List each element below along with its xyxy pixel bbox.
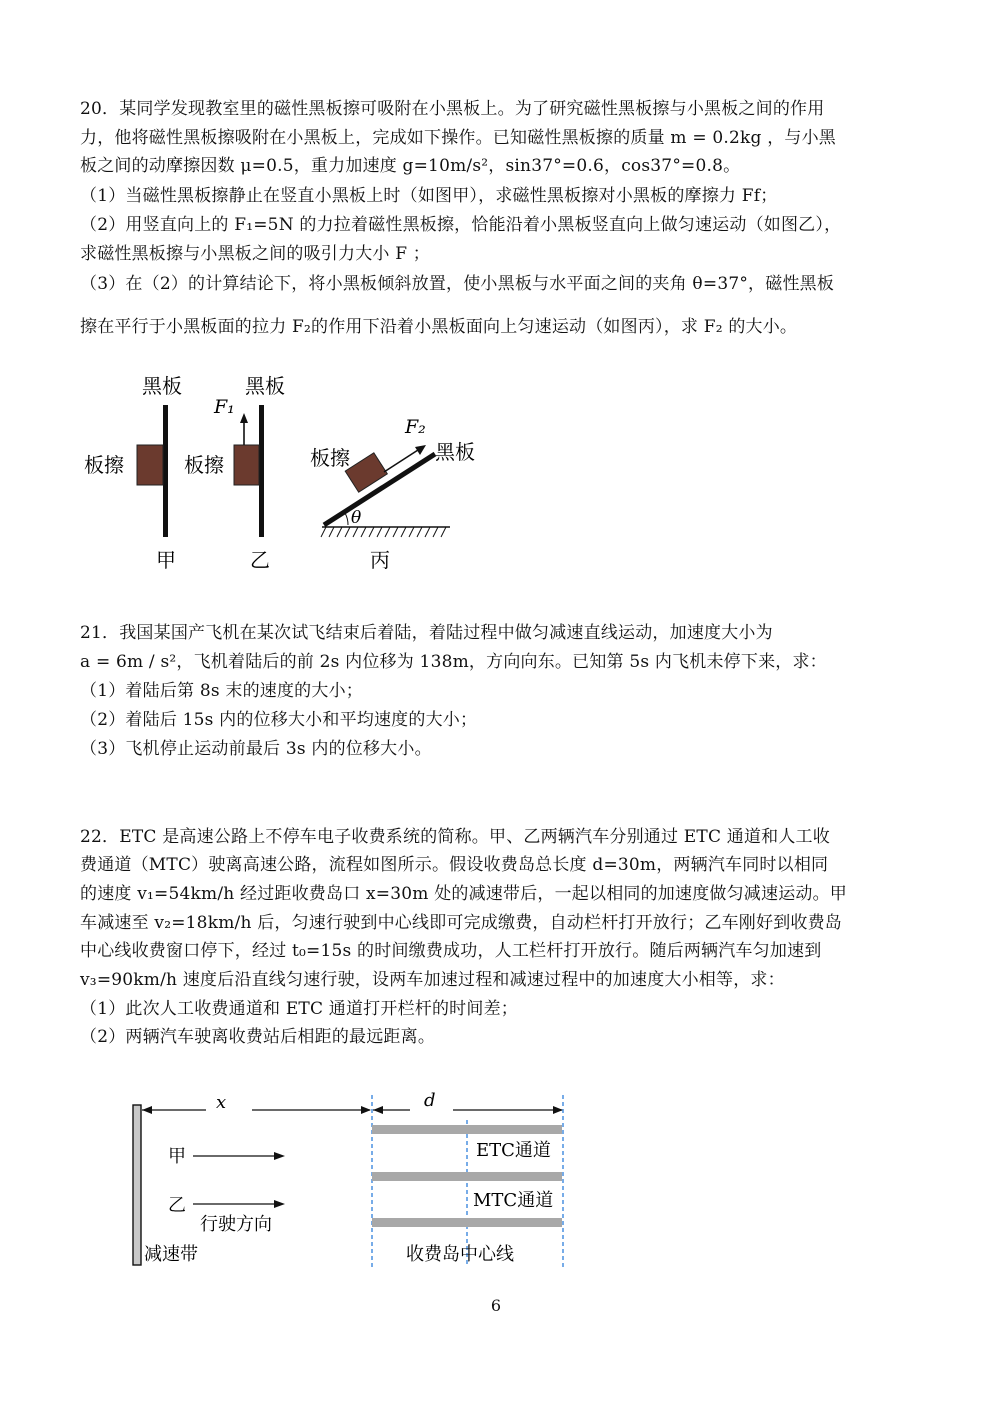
speed-bump-post bbox=[133, 1105, 141, 1265]
q20-line-6: 求磁性黑板擦与小黑板之间的吸引力大小 F ； bbox=[80, 244, 431, 264]
q20-line-5: （2）用竖直向上的 F₁=5N 的力拉着磁性黑板擦，恰能沿着小黑板竖直向上做匀速运动（如图乙）， bbox=[80, 215, 842, 235]
caption-c: 丙 bbox=[370, 548, 390, 572]
car-b-arrow-head bbox=[274, 1200, 285, 1208]
island-bottom bbox=[372, 1218, 562, 1227]
q21-line-1: 21．我国某国产飞机在某次试飞结束后着陆，着陆过程中做匀减速直线运动，加速度大小为 bbox=[80, 623, 773, 643]
bump-label: 减速带 bbox=[144, 1244, 198, 1265]
mtc-label: MTC通道 bbox=[473, 1190, 554, 1211]
angle-label: θ bbox=[351, 508, 362, 528]
x-label: x bbox=[216, 1092, 227, 1113]
d-label: d bbox=[424, 1090, 436, 1111]
board-b bbox=[259, 405, 264, 537]
island-top bbox=[372, 1125, 562, 1134]
board-label-b: 黑板 bbox=[245, 374, 285, 398]
q22-figure bbox=[120, 1080, 580, 1279]
q20-figure bbox=[70, 365, 475, 584]
d-dim-arrow-left bbox=[373, 1106, 383, 1114]
board-label-a: 黑板 bbox=[142, 374, 182, 398]
force2-label: F₂ bbox=[405, 416, 426, 438]
island-middle bbox=[372, 1172, 562, 1181]
q21-line-5: （3）飞机停止运动前最后 3s 内的位移大小。 bbox=[80, 739, 432, 759]
q20-line-7: （3）在（2）的计算结论下，将小黑板倾斜放置，使小黑板与水平面之间的夹角 θ=37°，磁性黑板 bbox=[80, 274, 835, 294]
eraser-b bbox=[234, 445, 259, 485]
q22-line-2: 费通道（MTC）驶离高速公路，流程如图所示。假设收费岛总长度 d=30m，两辆汽车同时以相同 bbox=[80, 855, 829, 875]
angle-arc bbox=[345, 513, 348, 525]
board-label-c: 黑板 bbox=[435, 440, 475, 464]
eraser-label-c: 板擦 bbox=[310, 446, 350, 470]
q22-line-8: （2）两辆汽车驶离收费站后相距的最远距离。 bbox=[80, 1027, 436, 1047]
q20-line-8: 擦在平行于小黑板面的拉力 F₂的作用下沿着小黑板面向上匀速运动（如图丙），求 F₂ 的大小。 bbox=[80, 317, 798, 337]
q22-line-5: 中心线收费窗口停下，经过 t₀=15s 的时间缴费成功，人工栏杆打开放行。随后两辆汽车匀加速到 bbox=[80, 941, 822, 961]
car-b-label: 乙 bbox=[168, 1195, 186, 1216]
center-label: 收费岛中心线 bbox=[406, 1244, 514, 1265]
q20-line-1: 20．某同学发现教室里的磁性黑板擦可吸附在小黑板上。为了研究磁性黑板擦与小黑板之间的作用 bbox=[80, 99, 825, 119]
d-dim-arrow-right bbox=[553, 1106, 563, 1114]
q21-line-2: a = 6m / s²，飞机着陆后的前 2s 内位移为 138m，方向向东。已知第 5s 内飞机未停下来，求： bbox=[80, 652, 827, 672]
x-dim-arrow-right bbox=[361, 1106, 371, 1114]
q22-line-4: 车减速至 v₂=18km/h 后，匀速行驶到中心线即可完成缴费，自动栏杆打开放行；乙车刚好到收费岛 bbox=[80, 913, 842, 933]
q21-line-4: （2）着陆后 15s 内的位移大小和平均速度的大小； bbox=[80, 710, 478, 730]
q22-line-6: v₃=90km/h 速度后沿直线匀速行驶，设两车加速过程和减速过程中的加速度大小相等，求： bbox=[80, 970, 785, 990]
car-a-arrow-head bbox=[274, 1152, 285, 1160]
q22-line-7: （1）此次人工收费通道和 ETC 通道打开栏杆的时间差； bbox=[80, 999, 518, 1019]
force1-arrow-head bbox=[240, 413, 248, 423]
force1-label: F₁ bbox=[214, 396, 235, 418]
board-a bbox=[163, 405, 168, 537]
eraser-a bbox=[137, 445, 163, 485]
q20-line-3: 板之间的动摩擦因数 μ=0.5，重力加速度 g=10m/s²，sin37°=0.6，cos37°=0.8。 bbox=[80, 156, 741, 176]
eraser-label-a: 板擦 bbox=[84, 453, 124, 477]
q22-line-1: 22．ETC 是高速公路上不停车电子收费系统的简称。甲、乙两辆汽车分别通过 ETC 通道和人工收 bbox=[80, 827, 830, 847]
caption-b: 乙 bbox=[250, 548, 270, 572]
ground-hatching bbox=[321, 527, 446, 537]
etc-label: ETC通道 bbox=[476, 1140, 551, 1161]
q22-line-3: 的速度 v₁=54km/h 经过距收费岛口 x=30m 处的减速带后，一起以相同的加速度做匀减速运动。甲 bbox=[80, 884, 847, 904]
car-a-label: 甲 bbox=[168, 1146, 186, 1167]
q21-line-3: （1）着陆后第 8s 末的速度的大小； bbox=[80, 681, 363, 701]
x-dim-arrow-left bbox=[142, 1106, 152, 1114]
page-number: 6 bbox=[490, 1296, 502, 1315]
q20-line-2: 力，他将磁性黑板擦吸附在小黑板上，完成如下操作。已知磁性黑板擦的质量 m = 0.2kg ，与小黑 bbox=[80, 128, 836, 148]
caption-a: 甲 bbox=[156, 548, 176, 572]
direction-label: 行驶方向 bbox=[200, 1214, 272, 1235]
q20-line-4: （1）当磁性黑板擦静止在竖直小黑板上时（如图甲），求磁性黑板擦对小黑板的摩擦力 Ff； bbox=[80, 186, 778, 206]
eraser-label-b: 板擦 bbox=[184, 453, 224, 477]
